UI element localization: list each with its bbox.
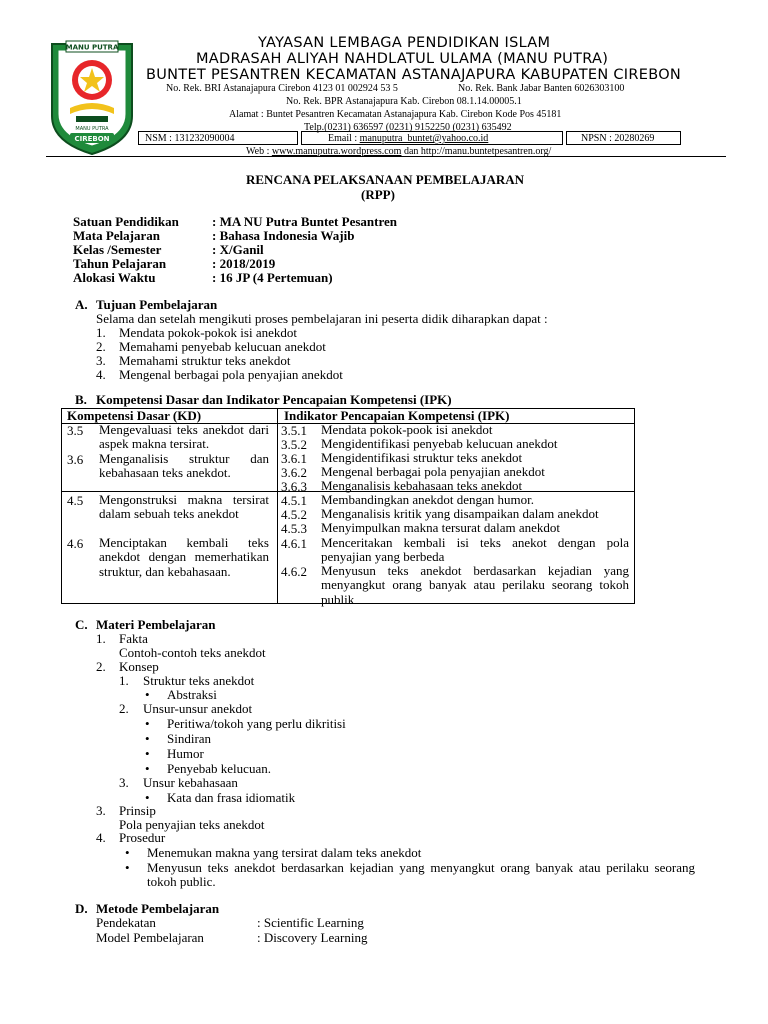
method-value: : Discovery Learning	[257, 930, 368, 945]
list-item-number: 1.	[96, 631, 106, 646]
list-item-number: 2.	[96, 339, 106, 354]
section-b-letter: B.	[75, 392, 87, 407]
ipk-number: 3.6.3	[281, 479, 307, 494]
web-secondary: dan http://manu.buntetpesantren.org/	[401, 146, 552, 157]
ipk-number: 4.5.3	[281, 521, 307, 536]
list-item: Memahami struktur teks anekdot	[119, 353, 291, 368]
ipk-text: Menyimpulkan makna tersurat dalam anekdot	[321, 520, 560, 535]
method-label: Model Pembelajaran	[96, 930, 204, 945]
identity-value: : X/Ganil	[212, 242, 264, 257]
kd-number: 4.6	[67, 536, 84, 551]
method-label: Pendekatan	[96, 915, 156, 930]
logo-top-text: MANU PUTRA	[65, 43, 119, 52]
bullet-item: • Penyebab kelucuan.	[167, 761, 271, 777]
ipk-text: Menceritakan kembali isi teks anekot dengan pola penyajian yang berbeda	[321, 535, 629, 565]
ipk-text: Menganalisis kebahasaan teks anekdot	[321, 478, 523, 493]
konsep-item: Unsur-unsur anekdot	[143, 701, 253, 716]
section-b-title: Kompetensi Dasar dan Indikator Pencapaian Kompetensi (IPK)	[96, 392, 452, 407]
email-box	[301, 131, 563, 145]
materi-prinsip-item: Pola penyajian teks anekdot	[119, 817, 265, 832]
kd-number: 3.5	[67, 423, 84, 438]
kd-number: 4.5	[67, 493, 84, 508]
logo-ribbon-text: MANU PUTRA	[75, 126, 109, 132]
kd-text: Mengevaluasi teks anekdot dari aspek makna tersirat.	[99, 422, 269, 452]
kd-ipk-table	[61, 408, 635, 607]
kd-text: Menganalisis struktur dan kebahasaan teks anekdot.	[99, 451, 269, 481]
web-label: Web :	[246, 146, 272, 157]
list-item-number: 4.	[96, 367, 106, 382]
school-location: BUNTET PESANTREN KECAMATAN ASTANAJAPURA KABUPATEN CIREBON	[146, 67, 682, 83]
ipk-number: 4.6.1	[281, 536, 307, 551]
ipk-text: Mengenal berbagai pola penyajian anekdot	[321, 464, 545, 479]
email-label: Email :	[328, 133, 360, 144]
bank-account-bri: No. Rek. BRI Astanajapura Cirebon 4123 01 002924 53 5	[166, 83, 398, 94]
school-name: MADRASAH ALIYAH NAHDLATUL ULAMA (MANU PUTRA)	[196, 51, 609, 67]
materi-konsep: Konsep	[119, 659, 159, 674]
school-phone: Telp.(0231) 636597 (0231) 9152250 (0231) 635492	[304, 122, 512, 133]
letterhead-divider	[46, 156, 726, 157]
ipk-number: 3.6.2	[281, 465, 307, 480]
identity-label: Alokasi Waktu	[73, 270, 156, 285]
method-value: : Scientific Learning	[257, 915, 364, 930]
identity-value: : 2018/2019	[212, 256, 276, 271]
doc-subtitle: (RPP)	[361, 187, 395, 202]
materi-fakta: Fakta	[119, 631, 148, 646]
bullet-item: • Peritiwa/tokoh yang perlu dikritisi	[167, 716, 346, 732]
list-item-number: 3.	[119, 775, 129, 790]
identity-label: Mata Pelajaran	[73, 228, 161, 243]
bullet-item: • Menyusun teks anekdot berdasarkan kejadian yang menyangkut orang banyak atau perilaku seorang tokoh public.	[147, 861, 695, 890]
doc-title: RENCANA PELAKSANAAN PEMBELAJARAN	[246, 172, 525, 187]
bullet-item: • Humor	[167, 746, 204, 762]
school-logo-icon	[46, 38, 138, 156]
bullet-item: • Menemukan makna yang tersirat dalam teks anekdot	[147, 845, 421, 861]
ipk-number: 4.6.2	[281, 564, 307, 579]
ipk-number: 3.5.1	[281, 423, 307, 438]
section-c-letter: C.	[75, 617, 88, 632]
list-item-number: 4.	[96, 830, 106, 845]
list-item-number: 2.	[119, 701, 129, 716]
ipk-text: Mendata pokok-pook isi anekdot	[321, 422, 493, 437]
ipk-number: 3.6.1	[281, 451, 307, 466]
list-item-number: 3.	[96, 803, 106, 818]
bullet-item: • Sindiran	[167, 731, 211, 747]
section-d-letter: D.	[75, 901, 88, 916]
school-address: Alamat : Buntet Pesantren Kecamatan Astanajapura Kab. Cirebon Kode Pos 45181	[229, 109, 562, 120]
ipk-text: Mengidentifikasi struktur teks anekdot	[321, 450, 523, 465]
bank-account-bjb: No. Rek. Bank Jabar Banten 6026303100	[458, 83, 625, 94]
ipk-number: 3.5.2	[281, 437, 307, 452]
list-item-number: 2.	[96, 659, 106, 674]
bank-account-bpr: No. Rek. BPR Astanajapura Kab. Cirebon 08.1.14.00005.1	[286, 96, 522, 107]
web-link[interactable]: www.manuputra.wordpress.com	[271, 146, 402, 157]
ipk-number: 4.5.2	[281, 507, 307, 522]
ipk-text: Membandingkan anekdot dengan humor.	[321, 492, 535, 507]
foundation-name: YAYASAN LEMBAGA PENDIDIKAN ISLAM	[258, 35, 551, 51]
bullet-item: • Abstraksi	[167, 687, 217, 703]
list-item: Mengenal berbagai pola penyajian anekdot	[119, 367, 343, 382]
table-header-ipk: Indikator Pencapaian Kompetensi (IPK)	[284, 408, 510, 423]
identity-value: : 16 JP (4 Pertemuan)	[212, 270, 333, 285]
ipk-text: Mengidentifikasi penyebab kelucuan anekdot	[321, 436, 558, 451]
nsm-box: NSM : 131232090004	[138, 131, 298, 145]
section-a-title: Tujuan Pembelajaran	[96, 297, 218, 312]
bullet-item: • Kata dan frasa idiomatik	[167, 790, 295, 806]
table-header-kd: Kompetensi Dasar (KD)	[67, 408, 202, 423]
list-item-number: 1.	[119, 673, 129, 688]
table-column-divider	[277, 409, 278, 603]
npsn-box: NPSN : 20280269	[566, 131, 681, 145]
section-a-intro: Selama dan setelah mengikuti proses pembelajaran ini peserta didik diharapkan dapat :	[96, 311, 548, 326]
section-a-letter: A.	[75, 297, 88, 312]
identity-label: Tahun Pelajaran	[73, 256, 167, 271]
email-link[interactable]: manuputra_buntet@yahoo.co.id	[359, 133, 489, 144]
kd-text: Mengonstruksi makna tersirat dalam sebuah teks anekdot	[99, 492, 269, 522]
list-item-number: 3.	[96, 353, 106, 368]
ipk-number: 4.5.1	[281, 493, 307, 508]
list-item: Mendata pokok-pokok isi anekdot	[119, 325, 297, 340]
list-item-number: 1.	[96, 325, 106, 340]
kd-text: Menciptakan kembali teks anekdot dengan memerhatikan struktur, dan kebahasaan.	[99, 535, 269, 579]
materi-fakta-item: Contoh-contoh teks anekdot	[119, 645, 266, 660]
section-c-title: Materi Pembelajaran	[96, 617, 216, 632]
kd-number: 3.6	[67, 452, 84, 467]
materi-prinsip: Prinsip	[119, 803, 156, 818]
identity-value: : Bahasa Indonesia Wajib	[212, 228, 355, 243]
identity-label: Satuan Pendidikan	[73, 214, 179, 229]
section-d-title: Metode Pembelajaran	[96, 901, 220, 916]
ipk-text: Menganalisis kritik yang disampaikan dalam anekdot	[321, 506, 599, 521]
identity-label: Kelas /Semester	[73, 242, 162, 257]
list-item: Memahami penyebab kelucuan anekdot	[119, 339, 326, 354]
identity-value: : MA NU Putra Buntet Pesantren	[212, 214, 397, 229]
konsep-item: Unsur kebahasaan	[143, 775, 238, 790]
konsep-item: Struktur teks anekdot	[143, 673, 255, 688]
ipk-text: Menyusun teks anekdot berdasarkan kejadian yang menyangkut orang banyak atau perilaku seorang tokoh publik	[321, 563, 629, 607]
logo-bottom-text: CIREBON	[74, 135, 110, 143]
materi-prosedur: Prosedur	[119, 830, 166, 845]
